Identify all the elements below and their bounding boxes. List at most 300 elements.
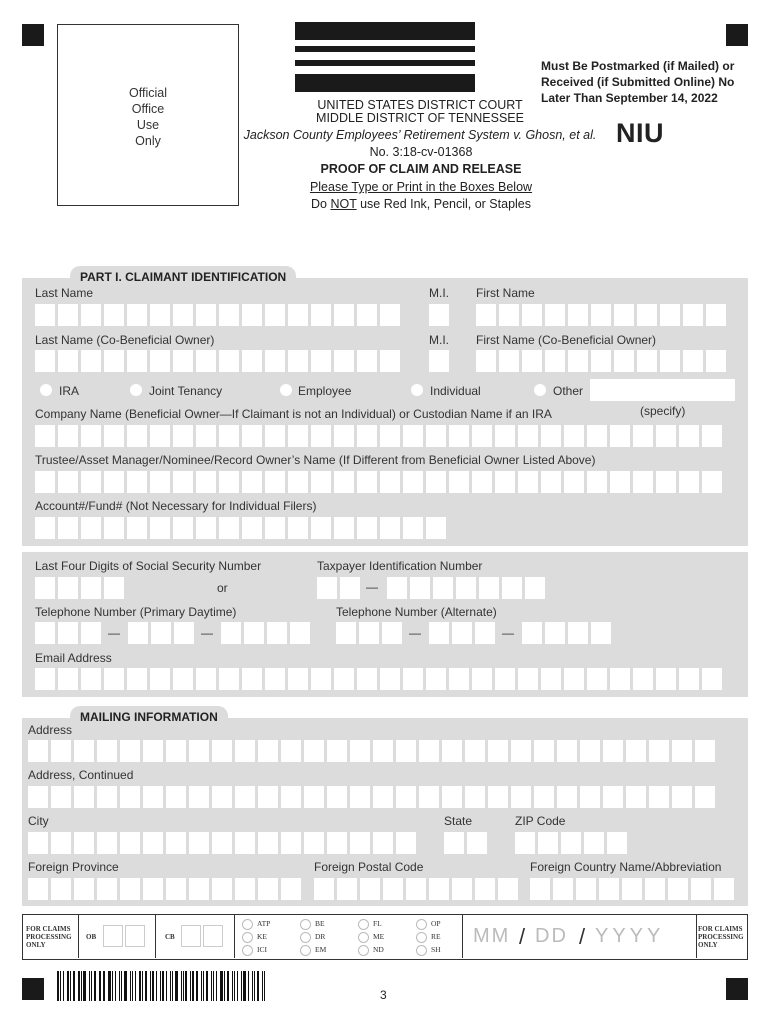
entry-box[interactable]: [452, 622, 472, 644]
cb-box[interactable]: [181, 925, 201, 947]
option-re-radio[interactable]: [416, 932, 427, 943]
tel-alt-prefix[interactable]: [429, 622, 495, 644]
entry-box[interactable]: [622, 878, 642, 900]
entry-box[interactable]: [196, 668, 216, 690]
entry-box[interactable]: [599, 878, 619, 900]
entry-box[interactable]: [150, 668, 170, 690]
entry-box[interactable]: [104, 668, 124, 690]
entry-box[interactable]: [564, 668, 584, 690]
entry-box[interactable]: [476, 304, 496, 326]
entry-box[interactable]: [311, 471, 331, 493]
entry-box[interactable]: [281, 740, 301, 762]
entry-box[interactable]: [219, 668, 239, 690]
entry-box[interactable]: [545, 304, 565, 326]
entry-box[interactable]: [499, 304, 519, 326]
entry-box[interactable]: [196, 350, 216, 372]
entry-box[interactable]: [173, 425, 193, 447]
entry-box[interactable]: [104, 304, 124, 326]
entry-box[interactable]: [288, 350, 308, 372]
entry-box[interactable]: [327, 786, 347, 808]
entry-box[interactable]: [380, 517, 400, 539]
entry-box[interactable]: [81, 471, 101, 493]
entry-box[interactable]: [610, 668, 630, 690]
entry-box[interactable]: [311, 350, 331, 372]
entry-box[interactable]: [403, 425, 423, 447]
entry-box[interactable]: [265, 304, 285, 326]
entry-box[interactable]: [242, 304, 262, 326]
entry-box[interactable]: [219, 304, 239, 326]
entry-box[interactable]: [235, 740, 255, 762]
entry-box[interactable]: [672, 786, 692, 808]
entry-box[interactable]: [244, 622, 264, 644]
entry-box[interactable]: [633, 668, 653, 690]
last-name-field[interactable]: [35, 304, 400, 326]
entry-box[interactable]: [51, 832, 71, 854]
entry-box[interactable]: [522, 350, 542, 372]
entry-box[interactable]: [120, 878, 140, 900]
address-field[interactable]: [28, 740, 715, 762]
cb-box[interactable]: [203, 925, 223, 947]
entry-box[interactable]: [467, 832, 487, 854]
entry-box[interactable]: [568, 304, 588, 326]
entry-box[interactable]: [127, 668, 147, 690]
entry-box[interactable]: [288, 425, 308, 447]
entry-box[interactable]: [97, 878, 117, 900]
entry-box[interactable]: [166, 786, 186, 808]
ob-box[interactable]: [125, 925, 145, 947]
entry-box[interactable]: [143, 786, 163, 808]
entry-box[interactable]: [545, 350, 565, 372]
entry-box[interactable]: [128, 622, 148, 644]
entry-box[interactable]: [442, 740, 462, 762]
entry-box[interactable]: [702, 668, 722, 690]
entry-box[interactable]: [288, 668, 308, 690]
entry-box[interactable]: [74, 832, 94, 854]
entry-box[interactable]: [150, 350, 170, 372]
mi-co-field[interactable]: [429, 350, 449, 372]
entry-box[interactable]: [143, 878, 163, 900]
entry-box[interactable]: [189, 786, 209, 808]
entry-box[interactable]: [607, 832, 627, 854]
entry-box[interactable]: [258, 878, 278, 900]
entry-box[interactable]: [695, 786, 715, 808]
entry-box[interactable]: [127, 471, 147, 493]
entry-box[interactable]: [196, 425, 216, 447]
entry-box[interactable]: [498, 878, 518, 900]
entry-box[interactable]: [334, 350, 354, 372]
entry-box[interactable]: [166, 832, 186, 854]
entry-box[interactable]: [337, 878, 357, 900]
entry-box[interactable]: [591, 622, 611, 644]
entry-box[interactable]: [591, 350, 611, 372]
option-op-radio[interactable]: [416, 919, 427, 930]
entry-box[interactable]: [476, 350, 496, 372]
entry-box[interactable]: [74, 786, 94, 808]
entry-box[interactable]: [35, 577, 55, 599]
entry-box[interactable]: [219, 350, 239, 372]
entry-box[interactable]: [311, 517, 331, 539]
entry-box[interactable]: [28, 832, 48, 854]
entry-box[interactable]: [35, 471, 55, 493]
entry-box[interactable]: [166, 740, 186, 762]
ob-box[interactable]: [103, 925, 123, 947]
entry-box[interactable]: [564, 471, 584, 493]
entry-box[interactable]: [235, 878, 255, 900]
entry-box[interactable]: [28, 878, 48, 900]
entry-box[interactable]: [304, 740, 324, 762]
entry-box[interactable]: [258, 786, 278, 808]
entry-box[interactable]: [127, 304, 147, 326]
entry-box[interactable]: [265, 517, 285, 539]
entry-box[interactable]: [683, 304, 703, 326]
entry-box[interactable]: [357, 425, 377, 447]
entry-box[interactable]: [403, 517, 423, 539]
city-field[interactable]: [28, 832, 416, 854]
entry-box[interactable]: [311, 668, 331, 690]
entry-box[interactable]: [403, 668, 423, 690]
entry-box[interactable]: [382, 622, 402, 644]
entry-box[interactable]: [396, 832, 416, 854]
entry-box[interactable]: [429, 622, 449, 644]
entry-box[interactable]: [380, 350, 400, 372]
entry-box[interactable]: [587, 425, 607, 447]
entry-box[interactable]: [656, 471, 676, 493]
option-dr-radio[interactable]: [300, 932, 311, 943]
entry-box[interactable]: [419, 740, 439, 762]
entry-box[interactable]: [419, 786, 439, 808]
entry-box[interactable]: [580, 786, 600, 808]
entry-box[interactable]: [522, 304, 542, 326]
entry-box[interactable]: [35, 622, 55, 644]
entry-box[interactable]: [656, 425, 676, 447]
entry-box[interactable]: [288, 304, 308, 326]
entry-box[interactable]: [475, 878, 495, 900]
entry-box[interactable]: [304, 832, 324, 854]
entry-box[interactable]: [534, 740, 554, 762]
entry-box[interactable]: [672, 740, 692, 762]
option-nd-radio[interactable]: [358, 945, 369, 956]
entry-box[interactable]: [120, 740, 140, 762]
entry-box[interactable]: [614, 304, 634, 326]
entry-box[interactable]: [150, 517, 170, 539]
entry-box[interactable]: [442, 786, 462, 808]
entry-box[interactable]: [614, 350, 634, 372]
option-sh-radio[interactable]: [416, 945, 427, 956]
entry-box[interactable]: [587, 471, 607, 493]
entry-box[interactable]: [626, 740, 646, 762]
entry-box[interactable]: [530, 878, 550, 900]
entry-box[interactable]: [58, 517, 78, 539]
entry-box[interactable]: [173, 517, 193, 539]
entry-box[interactable]: [173, 471, 193, 493]
entry-box[interactable]: [387, 577, 407, 599]
entry-box[interactable]: [465, 740, 485, 762]
entry-box[interactable]: [258, 740, 278, 762]
entry-box[interactable]: [281, 832, 301, 854]
entry-box[interactable]: [350, 786, 370, 808]
option-fl-radio[interactable]: [358, 919, 369, 930]
entry-box[interactable]: [660, 350, 680, 372]
entry-box[interactable]: [81, 622, 101, 644]
entry-box[interactable]: [74, 740, 94, 762]
radio-ira[interactable]: [40, 384, 52, 396]
entry-box[interactable]: [538, 832, 558, 854]
entry-box[interactable]: [515, 832, 535, 854]
entry-box[interactable]: [679, 668, 699, 690]
entry-box[interactable]: [35, 668, 55, 690]
entry-box[interactable]: [28, 786, 48, 808]
entry-box[interactable]: [495, 668, 515, 690]
entry-box[interactable]: [219, 471, 239, 493]
entry-box[interactable]: [502, 577, 522, 599]
entry-box[interactable]: [97, 740, 117, 762]
entry-box[interactable]: [317, 577, 337, 599]
option-me-radio[interactable]: [358, 932, 369, 943]
entry-box[interactable]: [568, 350, 588, 372]
entry-box[interactable]: [449, 425, 469, 447]
entry-box[interactable]: [495, 471, 515, 493]
entry-box[interactable]: [406, 878, 426, 900]
entry-box[interactable]: [518, 668, 538, 690]
address-continued-field[interactable]: [28, 786, 715, 808]
entry-box[interactable]: [679, 471, 699, 493]
entry-box[interactable]: [311, 425, 331, 447]
entry-box[interactable]: [219, 425, 239, 447]
entry-box[interactable]: [656, 668, 676, 690]
entry-box[interactable]: [58, 425, 78, 447]
radio-individual[interactable]: [411, 384, 423, 396]
entry-box[interactable]: [488, 786, 508, 808]
entry-box[interactable]: [189, 832, 209, 854]
email-field[interactable]: [35, 668, 722, 690]
entry-box[interactable]: [334, 668, 354, 690]
entry-box[interactable]: [327, 832, 347, 854]
state-field[interactable]: [444, 832, 487, 854]
entry-box[interactable]: [691, 878, 711, 900]
entry-box[interactable]: [81, 350, 101, 372]
entry-box[interactable]: [74, 878, 94, 900]
entry-box[interactable]: [714, 878, 734, 900]
entry-box[interactable]: [403, 471, 423, 493]
entry-box[interactable]: [35, 517, 55, 539]
entry-box[interactable]: [196, 471, 216, 493]
entry-box[interactable]: [702, 425, 722, 447]
entry-box[interactable]: [649, 786, 669, 808]
entry-box[interactable]: [219, 517, 239, 539]
entry-box[interactable]: [212, 832, 232, 854]
entry-box[interactable]: [58, 622, 78, 644]
company-name-field[interactable]: [35, 425, 722, 447]
entry-box[interactable]: [288, 517, 308, 539]
entry-box[interactable]: [173, 304, 193, 326]
entry-box[interactable]: [221, 622, 241, 644]
entry-box[interactable]: [541, 425, 561, 447]
tin-field-part2[interactable]: [387, 577, 545, 599]
entry-box[interactable]: [35, 304, 55, 326]
entry-box[interactable]: [267, 622, 287, 644]
entry-box[interactable]: [449, 471, 469, 493]
entry-box[interactable]: [472, 471, 492, 493]
account-field[interactable]: [35, 517, 446, 539]
entry-box[interactable]: [336, 622, 356, 644]
entry-box[interactable]: [242, 517, 262, 539]
entry-box[interactable]: [334, 517, 354, 539]
date-cell[interactable]: [462, 915, 697, 958]
entry-box[interactable]: [472, 668, 492, 690]
entry-box[interactable]: [127, 517, 147, 539]
entry-box[interactable]: [499, 350, 519, 372]
entry-box[interactable]: [495, 425, 515, 447]
entry-box[interactable]: [288, 471, 308, 493]
entry-box[interactable]: [97, 786, 117, 808]
entry-box[interactable]: [265, 668, 285, 690]
entry-box[interactable]: [518, 471, 538, 493]
entry-box[interactable]: [173, 668, 193, 690]
entry-box[interactable]: [610, 425, 630, 447]
entry-box[interactable]: [475, 622, 495, 644]
entry-box[interactable]: [35, 350, 55, 372]
entry-box[interactable]: [553, 878, 573, 900]
entry-box[interactable]: [281, 786, 301, 808]
entry-box[interactable]: [426, 668, 446, 690]
entry-box[interactable]: [104, 425, 124, 447]
entry-box[interactable]: [357, 471, 377, 493]
entry-box[interactable]: [235, 786, 255, 808]
entry-box[interactable]: [373, 740, 393, 762]
entry-box[interactable]: [380, 304, 400, 326]
entry-box[interactable]: [396, 740, 416, 762]
entry-box[interactable]: [488, 740, 508, 762]
entry-box[interactable]: [242, 350, 262, 372]
entry-box[interactable]: [706, 304, 726, 326]
entry-box[interactable]: [35, 425, 55, 447]
option-ici-radio[interactable]: [242, 945, 253, 956]
tin-field-part1[interactable]: [317, 577, 360, 599]
entry-box[interactable]: [668, 878, 688, 900]
entry-box[interactable]: [196, 517, 216, 539]
entry-box[interactable]: [541, 471, 561, 493]
entry-box[interactable]: [603, 740, 623, 762]
entry-box[interactable]: [518, 425, 538, 447]
entry-box[interactable]: [637, 304, 657, 326]
entry-box[interactable]: [166, 878, 186, 900]
entry-box[interactable]: [584, 832, 604, 854]
entry-box[interactable]: [426, 471, 446, 493]
entry-box[interactable]: [564, 425, 584, 447]
entry-box[interactable]: [695, 740, 715, 762]
ssn-field[interactable]: [35, 577, 124, 599]
entry-box[interactable]: [265, 350, 285, 372]
entry-box[interactable]: [242, 668, 262, 690]
entry-box[interactable]: [380, 425, 400, 447]
entry-box[interactable]: [426, 517, 446, 539]
entry-box[interactable]: [104, 350, 124, 372]
entry-box[interactable]: [610, 471, 630, 493]
entry-box[interactable]: [603, 786, 623, 808]
entry-box[interactable]: [281, 878, 301, 900]
entry-box[interactable]: [449, 668, 469, 690]
entry-box[interactable]: [311, 304, 331, 326]
option-ke-radio[interactable]: [242, 932, 253, 943]
entry-box[interactable]: [242, 471, 262, 493]
mi-field[interactable]: [429, 304, 449, 326]
entry-box[interactable]: [97, 832, 117, 854]
entry-box[interactable]: [626, 786, 646, 808]
entry-box[interactable]: [120, 786, 140, 808]
entry-box[interactable]: [557, 786, 577, 808]
entry-box[interactable]: [58, 350, 78, 372]
entry-box[interactable]: [334, 471, 354, 493]
entry-box[interactable]: [81, 425, 101, 447]
entry-box[interactable]: [314, 878, 334, 900]
entry-box[interactable]: [212, 740, 232, 762]
entry-box[interactable]: [51, 740, 71, 762]
entry-box[interactable]: [51, 786, 71, 808]
entry-box[interactable]: [235, 832, 255, 854]
entry-box[interactable]: [174, 622, 194, 644]
entry-box[interactable]: [81, 668, 101, 690]
entry-box[interactable]: [357, 517, 377, 539]
entry-box[interactable]: [104, 577, 124, 599]
entry-box[interactable]: [465, 786, 485, 808]
entry-box[interactable]: [591, 304, 611, 326]
entry-box[interactable]: [58, 304, 78, 326]
entry-box[interactable]: [426, 425, 446, 447]
entry-box[interactable]: [143, 740, 163, 762]
entry-box[interactable]: [258, 832, 278, 854]
entry-box[interactable]: [452, 878, 472, 900]
tel-primary-line[interactable]: [221, 622, 310, 644]
entry-box[interactable]: [265, 425, 285, 447]
entry-box[interactable]: [633, 471, 653, 493]
entry-box[interactable]: [334, 425, 354, 447]
tel-alt-line[interactable]: [522, 622, 611, 644]
trustee-field[interactable]: [35, 471, 722, 493]
entry-box[interactable]: [189, 740, 209, 762]
entry-box[interactable]: [290, 622, 310, 644]
entry-box[interactable]: [525, 577, 545, 599]
entry-box[interactable]: [189, 878, 209, 900]
entry-box[interactable]: [120, 832, 140, 854]
entry-box[interactable]: [127, 350, 147, 372]
entry-box[interactable]: [522, 622, 542, 644]
entry-box[interactable]: [587, 668, 607, 690]
tel-alt-area[interactable]: [336, 622, 402, 644]
other-specify-field[interactable]: [590, 379, 735, 401]
entry-box[interactable]: [357, 350, 377, 372]
entry-box[interactable]: [151, 622, 171, 644]
tel-primary-prefix[interactable]: [128, 622, 194, 644]
entry-box[interactable]: [150, 425, 170, 447]
entry-box[interactable]: [265, 471, 285, 493]
entry-box[interactable]: [242, 425, 262, 447]
first-name-co-field[interactable]: [476, 350, 726, 372]
foreign-country-field[interactable]: [530, 878, 734, 900]
entry-box[interactable]: [340, 577, 360, 599]
entry-box[interactable]: [683, 350, 703, 372]
entry-box[interactable]: [150, 471, 170, 493]
entry-box[interactable]: [561, 832, 581, 854]
entry-box[interactable]: [58, 471, 78, 493]
entry-box[interactable]: [150, 304, 170, 326]
radio-employee[interactable]: [280, 384, 292, 396]
tel-primary-area[interactable]: [35, 622, 101, 644]
entry-box[interactable]: [58, 577, 78, 599]
entry-box[interactable]: [212, 878, 232, 900]
entry-box[interactable]: [173, 350, 193, 372]
entry-box[interactable]: [433, 577, 453, 599]
foreign-province-field[interactable]: [28, 878, 301, 900]
